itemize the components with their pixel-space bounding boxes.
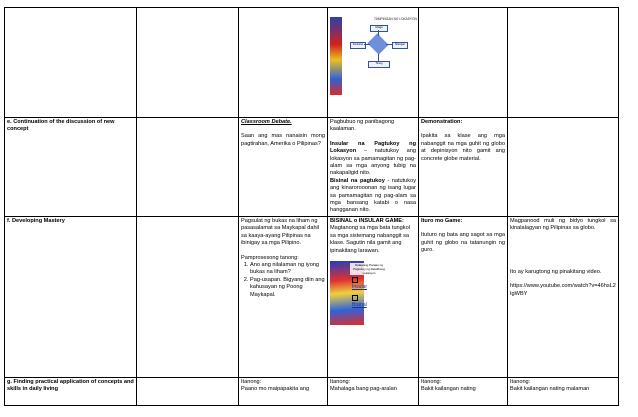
cell-top-b [239,8,328,118]
row-e-col-d [419,118,508,217]
cell-top-d [419,8,508,118]
checkbox-icon [352,277,358,283]
row-f-ituro-text: Ituturo ng bata ang sagot sa mga guhit ng globo na tatanungin ng guro. [421,232,505,254]
row-g-label: g. Finding practical application of concepts and skills in daily living [5,377,137,405]
row-f-video-text2: Ito ay karugtong ng pinakitang video. [510,268,602,275]
map-option-insular-label: Insular [352,284,368,291]
row-e-bisinal-block [330,178,416,215]
row-e-intro: Pagbubuo ng panibagong kaalaman. [330,119,395,133]
row-f-questions-title: Pamprosesong tanong: [241,254,299,261]
table-row-top [5,8,619,118]
list-item: 1. Ano ang nilalaman ng iyong bukas na liham? [250,262,325,277]
row-f-video-link[interactable]: https://www.youtube.com/watch?v=46hsL2IgWBY [510,283,616,297]
row-g-c-text: Mahalaga bang pag-aralan [330,386,397,393]
diagram-arrow-south [378,54,379,61]
row-e-empty [137,118,239,217]
row-f-questions-list [241,262,325,299]
cell-top-empty [137,8,239,118]
row-g-empty [137,377,239,405]
row-e-col-c [328,118,419,217]
row-g-col-b [239,377,328,405]
diagram-box-east: Silangan [392,42,408,49]
row-f-label: f. Developing Mastery [5,216,137,377]
row-e-col-e [508,118,619,217]
row-f-game-title: BISINAL o INSULAR GAME: [330,217,404,224]
row-e-debate-text: Saan ang mas nanaisin mong pagtirahan, Amerika o Pilipinas? [241,133,325,147]
row-e-bisinal-term: Bisinal na pagtukoy [330,177,385,184]
cell-top-c [328,8,419,118]
row-f-ituro-title: Ituro mo Game: [421,217,463,224]
row-g-b-title: Itanong: [241,378,262,385]
row-g-col-c [328,377,419,405]
row-g-col-e [508,377,619,405]
row-e-bisinal-def: - natutukoy ang kinarorooonan ng isang lugar sa pamamagitan ng pag-alam sa mga bansang katabi o nasa hangganan nito. [330,177,417,214]
row-g-d-text: Bakit kailangan nating [421,386,476,393]
row-f-game-text: Magtanong sa mga bata tungkol sa mga sistemang nabanggit sa klase. Sagutin nila gamit ang ipinakitang larawan. [330,225,410,254]
diagram-box-north: Hilaga [370,25,388,32]
row-f-col-d [419,216,508,377]
row-g-col-d [419,377,508,405]
row-f-video-text: Magpanood muli ng bidyo tungkol sa kinalalagyan ng Pilipinas sa globo. [510,217,616,232]
row-f-col-b [239,216,328,377]
philippines-map-image [330,261,385,325]
table-row-g [5,377,619,405]
row-f-empty [137,216,239,377]
row-f-letter-text: Pagsulat ng bukas na liham ng pasasalamat sa Maykapal dahil sa kaaya-ayang Pilipinas na ibinigay sa mga Pilipino. [241,217,320,247]
map-option-bisinal [352,295,367,309]
row-g-c-title: Itanong: [330,378,351,385]
row-e-insular-term: Insular na Pagtukoy ng Lokasyon [330,140,416,155]
map-option-insular [352,277,367,291]
row-g-e-title: Itanong: [510,378,531,385]
row-e-label: e. Continuation of the discussion of new concept [5,118,137,217]
map-heading: Dalawang Paraan ng Pagtukoy ng Relatibong Lokasyon [350,263,388,275]
diagram-box-west: Kanluran [350,42,366,49]
diagram-arrow-west [364,44,370,45]
row-f-col-c [328,216,419,377]
cell-top-e [508,8,619,118]
row-e-demo-title: Demonstration: [421,119,463,125]
diagram-box-south: Timog [368,61,390,68]
diagram-title: TAMPINGAN NG LOKASYON [374,17,417,21]
lesson-plan-table [4,7,619,406]
row-f-col-e [508,216,619,377]
row-e-debate-title: Classroom Debate. [241,119,292,125]
row-e-demo-text: Ipakita sa klase ang mga nabanggit na mga guhit ng globo at depinisyon nito gamit ang concrete globe material. [421,133,505,162]
table-row-f [5,216,619,377]
map-option-bisinal-label: Bisinal [352,302,367,309]
row-e-insular-def: – natutukoy ang lokasyon sa pamamagitan ng pag-alam sa mga anyong tubig na nakapaligid nito. [330,148,416,177]
diagram-arrow-north [378,30,379,36]
table-row-e [5,118,619,217]
checkbox-icon [352,295,358,301]
row-g-e-text: Bakit kailangan nating malaman [510,386,590,393]
list-item: 2. Pag-usapan. Bigyang diin ang kahusayan ng Poong Maykapal. [250,277,325,299]
diagram-philippines-strip [330,17,342,95]
diagram-arrow-east [386,44,392,45]
cell-top-label [5,8,137,118]
row-g-d-title: Itanong: [421,378,442,385]
row-e-insular-block [330,141,416,178]
location-diagram [330,17,417,95]
row-e-col-b [239,118,328,217]
row-g-b-text: Paano mo maipapakita ang [241,386,310,393]
